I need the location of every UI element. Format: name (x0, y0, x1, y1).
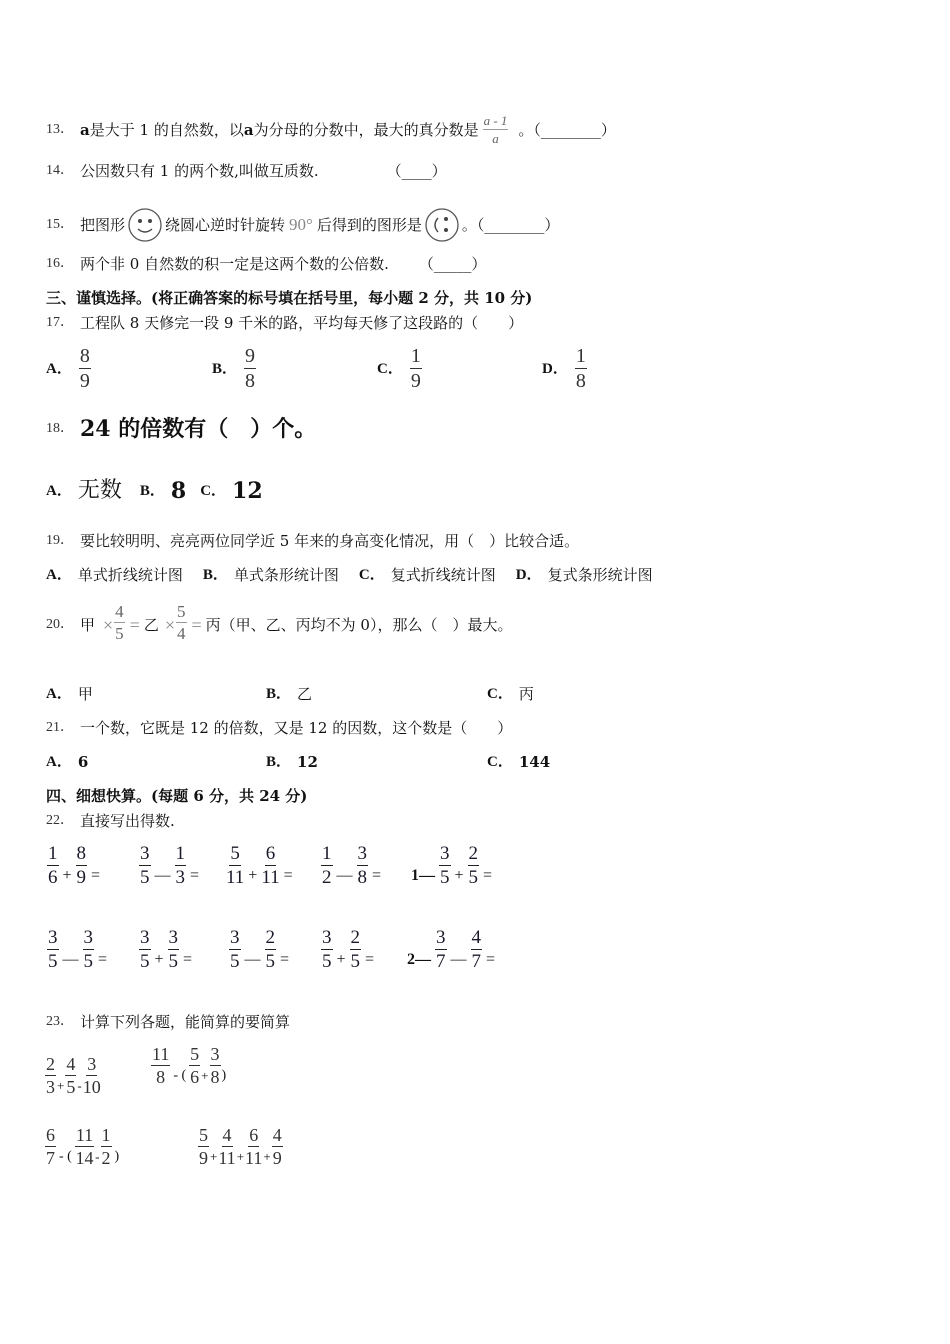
q20-option-a[interactable]: A． 甲 (46, 685, 93, 703)
fraction: $\frac{1}{9}$ (410, 345, 421, 392)
fraction: $\frac{5}{4}$ (177, 602, 186, 643)
question-text: 两个非 0 自然数的积一定是这两个数的公倍数. (80, 255, 389, 273)
section-4-title: 四、细想快算。(每题 6 分，共 24 分) (46, 787, 308, 805)
option-label: C． (358, 567, 385, 583)
question-number: 16． (46, 256, 74, 271)
equals-sign: = (129, 615, 140, 635)
question-text: 后得到的图形是 (316, 216, 422, 234)
expression: $\frac{1}{6}$ + $\frac{8}{9}$ = (48, 843, 101, 888)
option-label: C． (200, 483, 227, 499)
q17-option-b[interactable] (212, 346, 257, 391)
var-a: a (80, 120, 90, 139)
fraction: $\frac{4}{5}$ (115, 602, 124, 643)
q19-options (46, 565, 653, 585)
expression: $\frac{5}{9}$ + $\frac{4}{11}$ + $\frac{6}{11}$ + $\frac{4}{9}$ (199, 1125, 282, 1168)
question-text: 是大于 1 的自然数，以 (89, 120, 244, 139)
smiley-face-icon (127, 207, 163, 243)
q20-option-c[interactable]: C． 丙 (487, 685, 534, 703)
q17-option-d[interactable] (542, 346, 588, 391)
fraction: $\frac{1}{8}$ (575, 345, 586, 392)
question-number: 21． (46, 720, 74, 735)
question-22 (46, 811, 175, 831)
fraction: $\frac{a - 1}{a}$ (483, 113, 508, 146)
option-label: A． (46, 567, 72, 583)
option-label: C． (377, 360, 403, 377)
question-text: 直接写出得数. (80, 812, 175, 830)
question-text: 把图形 (80, 216, 126, 234)
q21-option-b[interactable]: B． 12 (266, 753, 318, 771)
question-number: 18． (46, 421, 74, 436)
q17-option-a[interactable] (46, 346, 92, 391)
fraction: $\frac{9}{8}$ (245, 345, 256, 392)
question-number: 22． (46, 813, 74, 828)
option-label: B． (212, 360, 238, 377)
question-13 (46, 114, 616, 145)
option-value[interactable]: 单式条形统计图 (233, 566, 339, 584)
expression: $\frac{3}{5}$ — $\frac{2}{5}$ = (230, 927, 290, 972)
option-value[interactable]: 8 (170, 478, 187, 504)
q17-option-c[interactable] (377, 346, 423, 391)
option-value[interactable]: 单式折线统计图 (77, 566, 183, 584)
equals-sign: = (191, 615, 202, 635)
question-number: 20． (46, 617, 74, 632)
q18-options (46, 478, 263, 504)
expression: $\frac{6}{7}$ - ( $\frac{11}{14}$ - $\frac{1}{2}$ ) (46, 1125, 120, 1168)
option-label: A． (46, 483, 72, 499)
expression: $\frac{2}{3}$ + $\frac{4}{5}$ - $\frac{3}{10}$ (46, 1054, 101, 1097)
question-18 (46, 416, 316, 442)
question-text: 丙（甲、乙、丙均不为 0），那么（ ）最大。 (205, 616, 513, 634)
expression: $\frac{3}{5}$ + $\frac{3}{5}$ = (140, 927, 193, 972)
question-text: 公因数只有 1 的两个数,叫做互质数. (80, 162, 319, 180)
var-jia: 甲 (80, 616, 96, 634)
expression: 2— $\frac{3}{7}$ — $\frac{4}{7}$ = (407, 927, 496, 972)
question-15 (46, 207, 559, 243)
q20-option-b[interactable]: B． 乙 (266, 685, 313, 703)
question-19 (46, 531, 579, 551)
option-value[interactable]: 无数 (77, 478, 122, 503)
option-value[interactable]: 复式条形统计图 (547, 566, 653, 584)
times-sign: × (164, 615, 175, 635)
expression: $\frac{3}{5}$ + $\frac{2}{5}$ = (322, 927, 375, 972)
q21-option-c[interactable]: C． 144 (487, 753, 551, 771)
expression: 1— $\frac{3}{5}$ + $\frac{2}{5}$ = (411, 843, 493, 888)
q21-option-a[interactable]: A． 6 (46, 753, 89, 771)
expression: $\frac{11}{8}$ - ( $\frac{5}{6}$ + $\frac{3}{8}$ ) (152, 1044, 227, 1087)
option-label: B． (202, 567, 228, 583)
section-3-title: 三、谨慎选择。(将正确答案的标号填在括号里，每小题 2 分，共 10 分) (46, 289, 533, 307)
question-17 (46, 313, 523, 333)
option-value[interactable]: 复式折线统计图 (390, 566, 496, 584)
option-label: D． (542, 360, 568, 377)
expression: $\frac{5}{11}$ + $\frac{6}{11}$ = (226, 843, 293, 888)
option-label: A． (46, 360, 72, 377)
var-yi: 乙 (143, 616, 159, 634)
answer-blank[interactable]: （_____） (418, 255, 487, 273)
answer-blank[interactable]: 。（________） (518, 120, 616, 139)
expression: $\frac{1}{2}$ — $\frac{3}{8}$ = (322, 843, 382, 888)
question-text: 要比较明明、亮亮两位同学近 5 年来的身高变化情况，用（ ）比较合适。 (80, 532, 580, 550)
times-sign: × (103, 615, 114, 635)
question-number: 17． (46, 315, 74, 330)
question-text: 为分母的分数中，最大的真分数是 (253, 120, 479, 139)
option-label: D． (515, 567, 542, 583)
question-number: 23． (46, 1014, 74, 1029)
rotated-face-icon (424, 207, 460, 243)
fraction: $\frac{8}{9}$ (79, 345, 90, 392)
question-number: 13． (46, 121, 74, 137)
question-number: 15． (46, 217, 74, 232)
option-value[interactable]: 12 (232, 478, 263, 504)
question-21 (46, 718, 512, 738)
answer-blank[interactable]: 。（________） (461, 216, 560, 234)
question-14 (46, 161, 447, 181)
question-text: 绕圆心逆时针旋转 (165, 216, 286, 234)
answer-blank[interactable]: （____） (386, 162, 447, 180)
question-text: 24 的倍数有（ ）个。 (80, 416, 317, 442)
angle: 90° (289, 215, 313, 234)
var-a: a (243, 120, 254, 139)
question-number: 19． (46, 533, 74, 548)
question-20 (46, 603, 512, 647)
question-text: 计算下列各题，能简算的要简算 (80, 1013, 291, 1031)
option-label: B． (139, 483, 165, 499)
question-23 (46, 1012, 290, 1032)
expression: $\frac{3}{5}$ — $\frac{1}{3}$ = (140, 843, 200, 888)
expression: $\frac{3}{5}$ — $\frac{3}{5}$ = (48, 927, 108, 972)
question-number: 14． (46, 163, 74, 178)
question-text: 一个数，它既是 12 的倍数，又是 12 的因数，这个数是（ ） (80, 719, 513, 737)
question-text: 工程队 8 天修完一段 9 千米的路，平均每天修了这段路的（ ） (80, 314, 524, 332)
question-16 (46, 254, 486, 274)
